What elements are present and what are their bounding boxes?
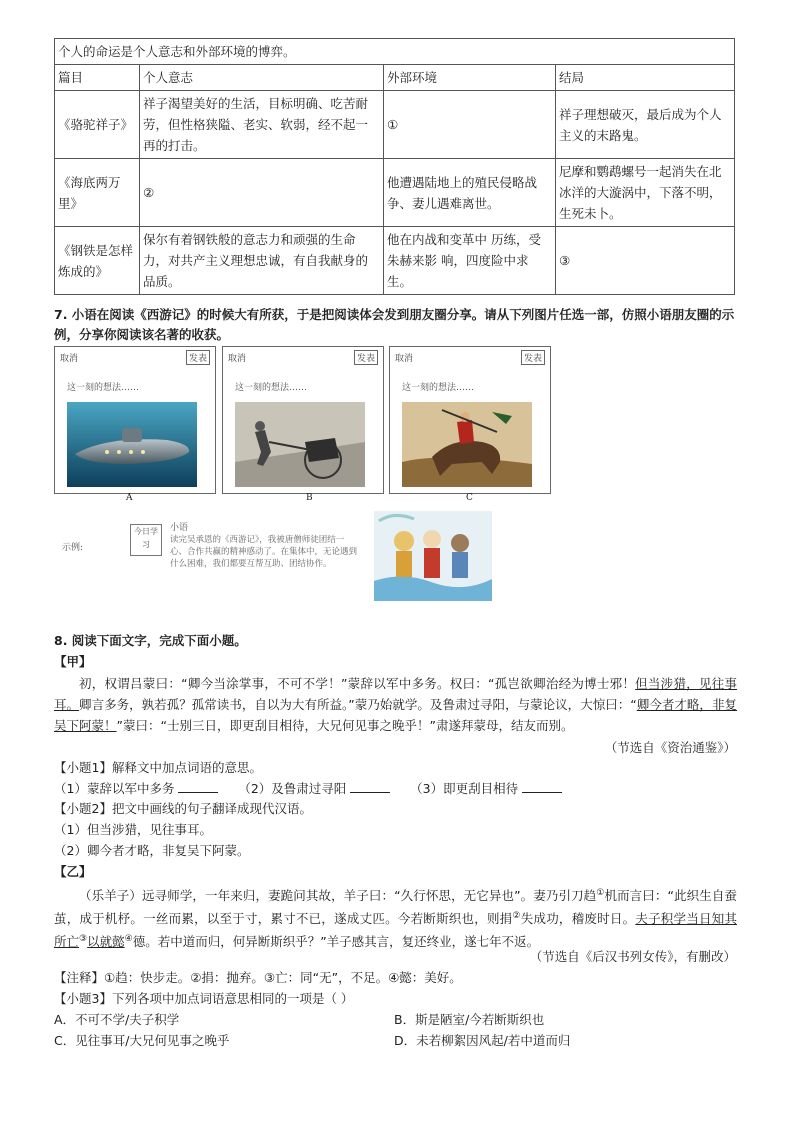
option-c[interactable]: C．见往事耳/大兄何见事之晚乎	[54, 1033, 230, 1048]
table-cell: ①	[384, 91, 556, 159]
note-marker: ①	[596, 888, 605, 898]
passage-text: 初，权谓吕蒙曰：“卿今当涂掌事，不可不学！”蒙辞以军中多务。权曰：“孤岂欲卿治经为博士邪！	[79, 676, 636, 691]
example-label: 示例:	[62, 543, 84, 553]
passage-text: ”蒙曰：“士别三日，即更刮目相待，大兄何见事之晚乎！”肃遂拜蒙母，结友而别。	[116, 718, 574, 733]
subquestion-2: 【小题2】把文中画线的句子翻译成现代汉语。	[54, 801, 312, 816]
section-yi-label: 【乙】	[54, 864, 92, 879]
cancel-label: 取消	[395, 354, 414, 364]
table-cell: 尼摩和鹦鹉螺号一起消失在北冰洋的大漩涡中，下落不明，生死未卜。	[556, 159, 735, 227]
yi-source: （节选自《后汉书列女传》，有删改）	[529, 949, 736, 964]
answer-blank[interactable]	[350, 780, 390, 793]
note-marker: ②	[512, 911, 521, 922]
table-cell: 《骆驼祥子》	[55, 91, 140, 159]
table-cell: ②	[140, 159, 384, 227]
moment-card-b	[222, 346, 384, 494]
thought-placeholder: 这一刻的想法……	[402, 383, 475, 393]
table-cell: ③	[556, 227, 735, 295]
table-cell: 他遭遇陆地上的殖民侵略战争、妻儿遇难离世。	[384, 159, 556, 227]
passage-jia	[54, 673, 737, 736]
underlined-sentence-3: 夫子积学当日知其所亡	[54, 911, 737, 950]
publish-label: 发表	[354, 350, 378, 365]
rickshaw-image	[235, 402, 365, 487]
passage-text: 机而言曰：“此织生自蚕茧，成于机杼。一丝而累，以至于寸，累寸不已，遂成丈匹。今若断斯织也，则捐	[54, 888, 737, 927]
table-cell: 《钢铁是怎样炼成的》	[55, 227, 140, 295]
journey-west-image	[374, 511, 492, 601]
submarine-image	[67, 402, 197, 487]
table-header: 个人意志	[140, 65, 384, 91]
sq1-item-3: （3）即更刮目相待	[410, 781, 519, 796]
table-row	[55, 159, 735, 227]
table-cell: 保尔有着钢铁般的意志力和顽强的生命力，对共产主义理想忠诚，有自我献身的品质。	[140, 227, 384, 295]
passage-text: 德。若中道而归，何异断斯织乎？”羊子感其言，复还终业，遂七年不返。	[132, 934, 540, 950]
fate-table	[54, 38, 735, 295]
thought-placeholder: 这一刻的想法……	[67, 383, 140, 393]
sq1-item-1: （1）蒙辞以军中多务	[54, 781, 175, 796]
note-marker: ③	[79, 934, 88, 945]
subquestion-2-item-1: （1）但当涉猎，见往事耳。	[54, 822, 212, 837]
publish-label: 发表	[521, 350, 545, 365]
option-a[interactable]: A．不可不学/夫子积学	[54, 1012, 180, 1027]
table-cell: 他在内战和变革中 历练，受朱赫来影 响，四度险中求生。	[384, 227, 556, 295]
thought-placeholder: 这一刻的想法……	[235, 383, 308, 393]
caption-b: B	[306, 493, 313, 503]
table-header: 外部环境	[384, 65, 556, 91]
caption-c: C	[466, 493, 473, 503]
table-header: 结局	[556, 65, 735, 91]
table-row	[55, 91, 735, 159]
table-cell: 祥子渴望美好的生活，目标明确、吃苦耐劳，但性格狭隘、老实、软弱，经不起一再的打击。	[140, 91, 384, 159]
passage-text: 失成功，稽废时日。	[520, 911, 636, 927]
passage-text: （乐羊子）远寻师学，一年来归，妻跪问其故，羊子曰：“久行怀思，无它异也”。妻乃引刀趋	[79, 888, 597, 904]
underlined-sentence-2: 卿今者才略，非复吴下阿蒙！	[54, 697, 737, 733]
sq1-item-2: （2）及鲁肃过寻阳	[238, 781, 347, 796]
table-title: 个人的命运是个人意志和外部环境的博弈。	[55, 39, 735, 65]
option-d[interactable]: D．未若柳絮因风起/若中道而归	[394, 1033, 571, 1048]
table-header: 篇目	[55, 65, 140, 91]
subquestion-1-items	[54, 779, 562, 799]
question-8-title: 8. 阅读下面文字，完成下面小题。	[54, 633, 247, 648]
answer-blank[interactable]	[522, 780, 562, 793]
table-cell: 《海底两万里》	[55, 159, 140, 227]
table-header-row	[55, 65, 735, 91]
cancel-label: 取消	[228, 354, 247, 364]
subquestion-3: 【小题3】下列各项中加点词语意思相同的一项是（ ）	[54, 991, 354, 1006]
passage-yi	[54, 883, 737, 952]
subquestion-2-item-2: （2）卿今者才略，非复吴下阿蒙。	[54, 843, 250, 858]
moment-card-c	[389, 346, 551, 494]
underlined-sentence-3-end: 以就懿	[87, 934, 125, 950]
table-row	[55, 227, 735, 295]
jia-source: （节选自《资治通鉴》）	[604, 740, 736, 755]
table-cell: 祥子理想破灭，最后成为个人主义的末路鬼。	[556, 91, 735, 159]
passage-text: 卿言多务，孰若孤？孤常读书，自以为大有所益。”蒙乃始就学。及鲁肃过寻阳，与蒙论议，大惊曰：“	[79, 697, 637, 712]
moment-card-a	[54, 346, 216, 494]
answer-blank[interactable]	[178, 780, 218, 793]
cancel-label: 取消	[60, 354, 79, 364]
example-username: 小语	[170, 523, 189, 533]
section-jia-label: 【甲】	[54, 654, 92, 669]
annotation-note: 【注释】①趋：快步走。②捐：抛弃。③亡：同“无”，不足。④懿：美好。	[54, 970, 462, 985]
note-marker: ④	[124, 934, 133, 945]
question-7-prompt: 7. 小语在阅读《西游记》的时候大有所获，于是把阅读体会发到朋友圈分享。请从下列图片任选一部，仿照小语朋友圈的示例，分享你阅读该名著的收获。	[54, 307, 735, 342]
option-b[interactable]: B．斯是陋室/今若断斯织也	[394, 1012, 545, 1027]
caption-a: A	[126, 493, 133, 503]
study-stamp: 今日学习	[130, 524, 162, 556]
publish-label: 发表	[186, 350, 210, 365]
example-post-text: 读完吴承恩的《西游记》，我被唐僧师徒团结一心、合作共赢的精神感动了。在集体中，无论遇到什么困难，我们都要互帮互助、团结协作。	[170, 535, 358, 569]
subquestion-1: 【小题1】解释文中加点词语的意思。	[54, 760, 262, 775]
underlined-sentence-1: 但当涉猎，见往事耳。	[54, 676, 737, 712]
warrior-image	[402, 402, 532, 487]
